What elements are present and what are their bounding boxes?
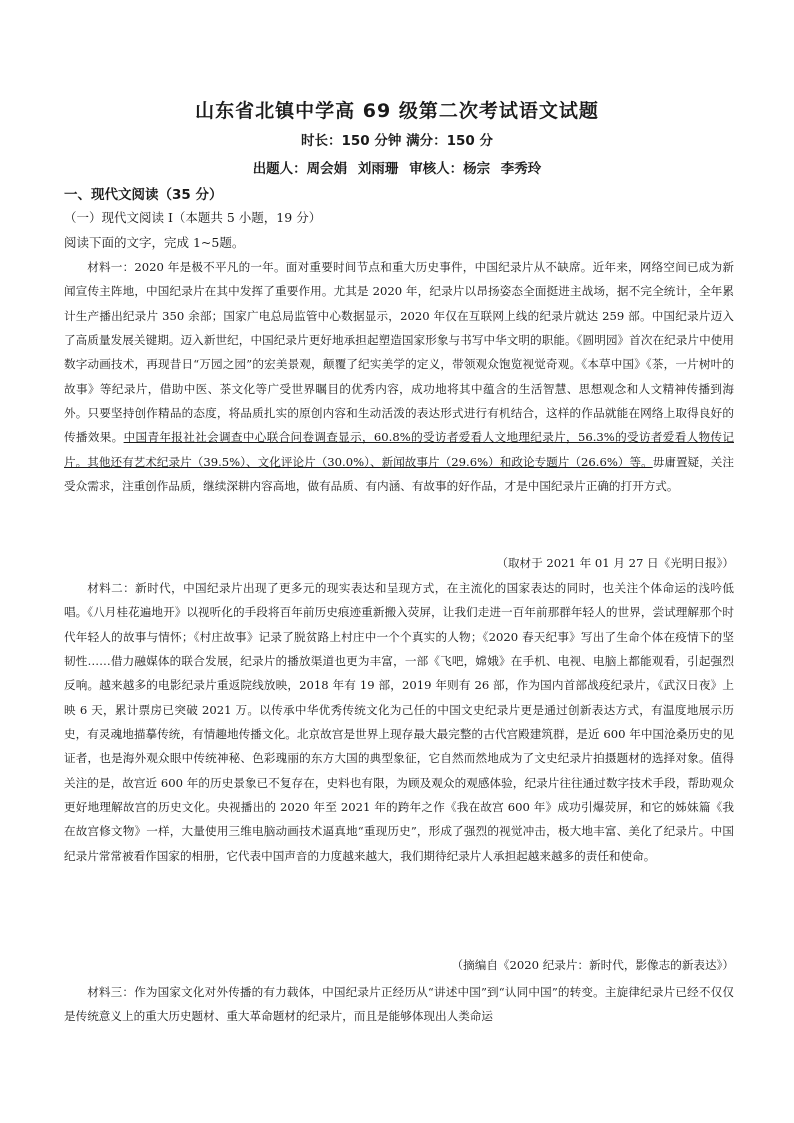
- section-heading: 一、现代文阅读（35 分）: [64, 187, 223, 203]
- exam-title: 山东省北镇中学高 69 级第二次考试语文试题: [195, 100, 599, 122]
- material-three: 材料三：作为国家文化对外传播的有力载体，中国纪录片正经历从“讲述中国”到“认同中国”的转变。主旋律纪录片已经不仅仅是传统意义上的重大历史题材、重大革命题材的纪录片，而且是能够体现出人类命运: [64, 985, 734, 1024]
- material-one-text-a: 材料一：2020 年是极不平凡的一年。面对重要时间节点和重大历史事件，中国纪录片从不缺席。近年来，网络空间已成为新闻宣传主阵地，中国纪录片在其中发挥了重要作用。尤其是 2020 年，纪录片以昂扬姿态全面挺进主战场，据不完全统计，全年累计生产播出纪录片 350 余部；国家广电总局监管中心数据显示，2020 年仅在互联网上线的纪录片就达 259 部。中国纪录片迈入了高质量发展关键期。迈入新世纪，中国纪录片更好地承担起塑造国家形象与书写中华文明的职能。《圆明园》首次在纪录片中使用数字动画技术，再现昔日“万园之园”的宏美景观，颠覆了纪实美学的定义，带领观众饱览视觉奇观。《本草中国》《茶，一片树叶的故事》等纪录片，借助中医、茶文化等广受世界瞩目的优秀内容，成功地将其中蕴含的生活智慧、思想观念和人文精神传播到海外。只要坚持创作精品的态度，将品质扎实的原创内容和生动活泼的表达形式进行有机结合，这样的作品就能在网络上取得良好的传播效果。: [64, 260, 734, 445]
- material-one-underlined-survey: 中国青年报社社会调查中心联合问卷调查显示，60.8%的受访者爱看人文地理纪录片，56.3%的受访者爱看人物传记片。其他还有艺术纪录片（39.5%）、文化评论片（30.0%）、新闻故事片（29.6%）和政论专题片（26.6%）等。: [64, 430, 734, 469]
- exam-authors: 出题人：周会娟 刘雨珊 审核人：杨宗 李秀玲: [252, 161, 542, 177]
- material-one: [64, 255, 734, 498]
- material-one-source: （取材于 2021 年 01 月 27 日《光明日报》）: [496, 556, 734, 570]
- material-two: 材料二：新时代，中国纪录片出现了更多元的现实表达和呈现方式，在主流化的国家表达的同时，也关注个体命运的浅吟低唱。《八月桂花遍地开》以视听化的手段将百年前历史痕迹重新搬入荧屏，让我们走进一百年前那群年轻人的世界，尝试理解那个时代年轻人的故事与情怀；《村庄故事》记录了脱贫路上村庄中一个个真实的人物；《2020 春天纪事》写出了生命个体在疫情下的坚韧性……借力融媒体的联合发展，纪录片的播放渠道也更为丰富，一部《飞吧，嫦娥》在手机、电视、电脑上都能观看，引起强烈反响。越来越多的电影纪录片重返院线放映，2018 年有 19 部，2019 年则有 26 部，作为国内首部战疫纪录片，《武汉日夜》上映 6 天，累计票房已突破 2021 万。以传承中华优秀传统文化为己任的中国文史纪录片更是通过创新表达方式，有温度地展示历史，有灵魂地描摹传统，有情趣地传播文化。北京故宫是世界上现存最大最完整的古代宫殿建筑群，是近 600 年中国沧桑历史的见证者，也是海外观众眼中传统神秘、色彩瑰丽的东方大国的典型象征，它自然而然地成为了文史纪录片拍摄题材的选择对象。值得关注的是，故宫近 600 年的历史景象已不复存在，史料也有限，为顾及观众的观感体验，纪录片往往通过数字技术手段，帮助观众更好地理解故宫的历史文化。央视播出的 2020 年至 2021 年的跨年之作《我在故宫 600 年》成功引爆荧屏，和它的姊妹篇《我在故宫修文物》一样，大量使用三维电脑动画技术逼真地“重现历史”，形成了强烈的视觉冲击，极大地丰富、美化了纪录片。中国纪录片常常被看作国家的相册，它代表中国声音的力度越来越大，我们期待纪录片人承担起越来越多的责任和使命。: [64, 581, 734, 863]
- material-two-source: （摘编自《2020 纪录片：新时代，影像志的新表达》）: [451, 958, 734, 972]
- reading-instruction: 阅读下面的文字，完成 1~5题。: [64, 235, 245, 250]
- subsection-heading: （一）现代文阅读 I（本题共 5 小题，19 分）: [64, 210, 322, 225]
- exam-duration-score: 时长：150 分钟 满分：150 分: [301, 133, 493, 149]
- material-one-text-b: 毋庸置疑，关注受众需求，注重创作品质，继续深耕内容高地，做有品质、有内涵、有故事的好作品，才是中国纪录片正确的打开方式。: [64, 454, 734, 494]
